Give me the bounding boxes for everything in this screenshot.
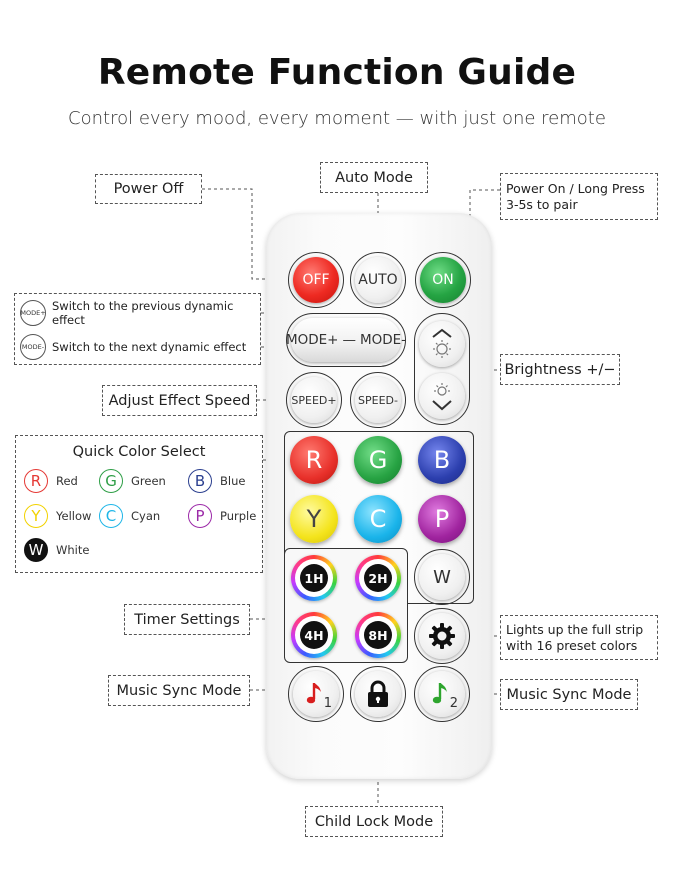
brightness-down-icon — [419, 373, 465, 419]
qc-white-label: White — [56, 543, 90, 557]
qc-green-label: Green — [131, 474, 166, 488]
qc-yellow-label: Yellow — [56, 509, 92, 523]
qc-purple — [188, 504, 256, 528]
mode-minus-icon: MODE- — [20, 334, 46, 360]
mode-plus-icon: MODE+ — [20, 300, 46, 326]
callout-full-strip-line1: Lights up the full strip — [506, 621, 644, 637]
timer-1h-button[interactable] — [291, 555, 337, 601]
qc-purple-label: Purple — [220, 509, 257, 523]
qc-blue-dot: B — [188, 469, 212, 493]
qc-cyan — [99, 504, 160, 528]
white-button[interactable] — [414, 549, 470, 605]
auto-label: AUTO — [355, 257, 401, 303]
callout-power-on-line2: 3-5s to pair — [506, 196, 578, 212]
mode-button[interactable] — [286, 313, 406, 367]
color-button-purple[interactable]: P — [418, 495, 466, 543]
callout-child-lock: Child Lock Mode — [305, 806, 443, 837]
speed-minus-label: SPEED- — [355, 377, 401, 423]
mode-plus-label: MODE+ — [285, 332, 339, 348]
qc-cyan-dot: C — [99, 504, 123, 528]
color-button-green[interactable]: G — [354, 436, 402, 484]
brightness-down-button[interactable] — [414, 368, 470, 424]
mode-next-text: Switch to the next dynamic effect — [52, 340, 247, 354]
callout-full-strip-line2: with 16 preset colors — [506, 637, 638, 653]
timer-2h-label: 2H — [364, 564, 392, 592]
off-button[interactable] — [288, 252, 344, 308]
mode-prev-text: Switch to the previous dynamic effect — [52, 299, 234, 327]
lock-icon — [355, 671, 401, 717]
mode-dash: — — [342, 332, 356, 348]
qc-white-dot: W — [24, 538, 48, 562]
auto-button[interactable] — [350, 252, 406, 308]
quick-color-panel — [15, 435, 263, 573]
white-label: W — [419, 554, 465, 600]
timer-1h-label: 1H — [300, 564, 328, 592]
off-label: OFF — [293, 257, 339, 303]
qc-cyan-label: Cyan — [131, 509, 161, 523]
callout-timer: Timer Settings — [124, 604, 250, 635]
timer-2h-button[interactable] — [355, 555, 401, 601]
preset-colors-button[interactable] — [414, 608, 470, 664]
music-sync-1-label: 1 — [323, 696, 332, 711]
music-sync-1-button[interactable] — [288, 666, 344, 722]
color-button-red[interactable]: R — [290, 436, 338, 484]
callout-power-on-line1: Power On / Long Press — [506, 180, 645, 196]
callout-speed: Adjust Effect Speed — [102, 385, 257, 416]
color-button-cyan[interactable]: C — [354, 495, 402, 543]
music-sync-2-label: 2 — [449, 696, 458, 711]
quick-color-title: Quick Color Select — [72, 444, 206, 460]
timer-8h-label: 8H — [364, 621, 392, 649]
qc-red-label: Red — [56, 474, 78, 488]
on-label: ON — [420, 257, 466, 303]
callout-mode-switch — [14, 293, 261, 365]
mode-minus-row — [20, 334, 246, 360]
color-button-blue[interactable]: B — [418, 436, 466, 484]
qc-yellow — [24, 504, 91, 528]
timer-4h-button[interactable] — [291, 612, 337, 658]
speed-plus-button[interactable] — [286, 372, 342, 428]
qc-yellow-dot: Y — [24, 504, 48, 528]
callout-power-off: Power Off — [95, 174, 202, 204]
qc-purple-dot: P — [188, 504, 212, 528]
music-note-icon — [419, 671, 465, 717]
qc-blue — [188, 469, 245, 493]
qc-green-dot: G — [99, 469, 123, 493]
brightness-up-icon — [419, 321, 465, 367]
color-button-yellow[interactable]: Y — [290, 495, 338, 543]
brightness-up-button[interactable] — [414, 316, 470, 372]
page-subtitle: Control every mood, every moment — with just one remote — [68, 108, 606, 129]
callout-brightness: Brightness +/− — [500, 354, 620, 385]
timer-4h-label: 4H — [300, 621, 328, 649]
callout-full-strip — [500, 615, 658, 660]
qc-red — [24, 469, 78, 493]
qc-blue-label: Blue — [220, 474, 246, 488]
on-button[interactable] — [415, 252, 471, 308]
music-note-icon — [293, 671, 339, 717]
qc-green — [99, 469, 166, 493]
mode-plus-row — [20, 299, 260, 327]
page-title: Remote Function Guide — [97, 52, 577, 93]
callout-music-right: Music Sync Mode — [500, 679, 638, 710]
callout-auto-mode: Auto Mode — [320, 162, 428, 193]
child-lock-button[interactable] — [350, 666, 406, 722]
speed-minus-button[interactable] — [350, 372, 406, 428]
speed-plus-label: SPEED+ — [291, 377, 337, 423]
gear-icon — [419, 613, 465, 659]
music-sync-2-button[interactable] — [414, 666, 470, 722]
timer-8h-button[interactable] — [355, 612, 401, 658]
mode-minus-label: MODE- — [359, 332, 407, 348]
qc-white — [24, 538, 89, 562]
callout-power-on — [500, 173, 658, 220]
callout-music-left: Music Sync Mode — [108, 675, 250, 706]
qc-red-dot: R — [24, 469, 48, 493]
